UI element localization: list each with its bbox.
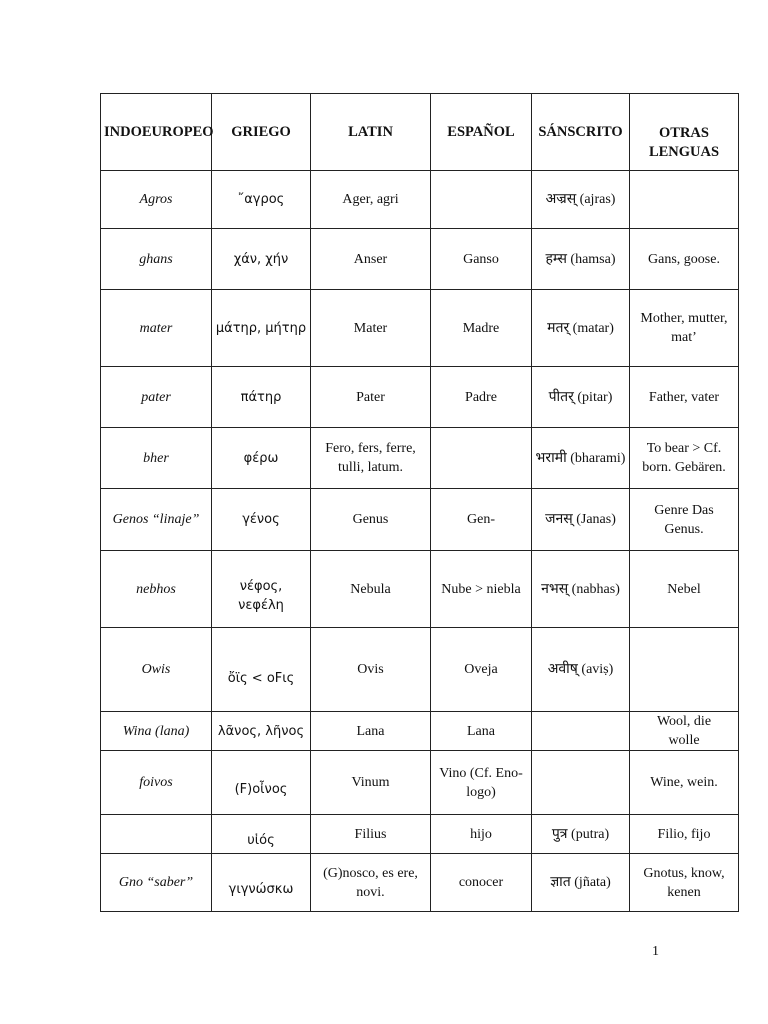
header-row — [101, 94, 739, 171]
cell-espanol: Ganso — [431, 229, 532, 290]
cell-espanol: Madre — [431, 290, 532, 367]
cell-otras: Nebel — [630, 551, 739, 628]
cell-griego: χάν, χήν — [212, 229, 311, 290]
cell-espanol: Gen- — [431, 489, 532, 551]
cell-espanol: hijo — [431, 815, 532, 854]
table-row — [101, 489, 739, 551]
cell-sanscrito: जनस् (Janas) — [532, 489, 630, 551]
cell-espanol: conocer — [431, 854, 532, 912]
cell-otras: To bear > Cf. born. Gebären. — [630, 428, 739, 489]
cell-otras: Wool, die wolle — [630, 712, 739, 751]
cell-indoeuropeo: ghans — [101, 229, 212, 290]
table-row — [101, 815, 739, 854]
cell-sanscrito: हम्स (hamsa) — [532, 229, 630, 290]
cell-griego: ὄϊς < oFις — [212, 628, 311, 712]
table-row — [101, 551, 739, 628]
cell-griego: μάτηρ, μήτηρ — [212, 290, 311, 367]
cell-sanscrito: अज्रस् (ajras) — [532, 171, 630, 229]
cell-indoeuropeo: Genos “linaje” — [101, 489, 212, 551]
cell-espanol: Lana — [431, 712, 532, 751]
cell-latin: Mater — [311, 290, 431, 367]
table-row — [101, 628, 739, 712]
cell-sanscrito — [532, 712, 630, 751]
cell-espanol: Padre — [431, 367, 532, 428]
cell-latin: Ovis — [311, 628, 431, 712]
cell-indoeuropeo: Owis — [101, 628, 212, 712]
etymology-table — [100, 93, 739, 912]
cell-indoeuropeo: foivos — [101, 751, 212, 815]
cell-espanol: Vino (Cf. Eno-logo) — [431, 751, 532, 815]
cell-otras: Filio, fijo — [630, 815, 739, 854]
cell-espanol: Nube > niebla — [431, 551, 532, 628]
cell-latin: Lana — [311, 712, 431, 751]
table-row — [101, 171, 739, 229]
header-espanol: ESPAÑOL — [431, 94, 532, 171]
cell-espanol: Oveja — [431, 628, 532, 712]
cell-griego: υἱός — [212, 815, 311, 854]
cell-sanscrito: मतर् (matar) — [532, 290, 630, 367]
cell-sanscrito: पुत्र (putra) — [532, 815, 630, 854]
cell-latin: (G)nosco, es ere, novi. — [311, 854, 431, 912]
cell-sanscrito: पीतर् (pitar) — [532, 367, 630, 428]
cell-sanscrito: ज्ञात (jñata) — [532, 854, 630, 912]
cell-otras: Genre Das Genus. — [630, 489, 739, 551]
cell-indoeuropeo: mater — [101, 290, 212, 367]
page-number: 1 — [652, 944, 659, 959]
cell-otras — [630, 628, 739, 712]
cell-sanscrito: अवीष् (aviṣ) — [532, 628, 630, 712]
cell-griego: (F)οἶνος — [212, 751, 311, 815]
header-indoeuropeo: INDOEUROPEO — [101, 94, 212, 171]
cell-latin: Genus — [311, 489, 431, 551]
cell-latin: Pater — [311, 367, 431, 428]
cell-espanol — [431, 171, 532, 229]
cell-otras — [630, 171, 739, 229]
cell-otras: Wine, wein. — [630, 751, 739, 815]
cell-latin: Anser — [311, 229, 431, 290]
cell-latin: Filius — [311, 815, 431, 854]
table-row — [101, 367, 739, 428]
cell-latin: Ager, agri — [311, 171, 431, 229]
cell-griego: γένος — [212, 489, 311, 551]
cell-otras: Gans, goose. — [630, 229, 739, 290]
header-otras: OTRAS LENGUAS — [630, 94, 739, 171]
cell-otras: Gnotus, know, kenen — [630, 854, 739, 912]
cell-latin: Fero, fers, ferre, tulli, latum. — [311, 428, 431, 489]
cell-griego: ῎αγρος — [212, 171, 311, 229]
table-row — [101, 290, 739, 367]
cell-sanscrito — [532, 751, 630, 815]
cell-indoeuropeo: nebhos — [101, 551, 212, 628]
table-row — [101, 751, 739, 815]
cell-indoeuropeo: bher — [101, 428, 212, 489]
cell-griego: φέρω — [212, 428, 311, 489]
cell-griego: νέφος, νεφέλη — [212, 551, 311, 628]
cell-otras: Mother, mutter, mat’ — [630, 290, 739, 367]
header-latin: LATIN — [311, 94, 431, 171]
cell-indoeuropeo: Gno “saber” — [101, 854, 212, 912]
cell-sanscrito: भरामी (bharami) — [532, 428, 630, 489]
cell-indoeuropeo: Agros — [101, 171, 212, 229]
table-row — [101, 712, 739, 751]
cell-latin: Vinum — [311, 751, 431, 815]
cell-indoeuropeo: Wina (lana) — [101, 712, 212, 751]
table-row — [101, 229, 739, 290]
header-sanscrito: SÁNSCRITO — [532, 94, 630, 171]
cell-griego: πάτηρ — [212, 367, 311, 428]
cell-griego: λᾶνος, λῆνος — [212, 712, 311, 751]
table-row — [101, 428, 739, 489]
header-griego: GRIEGO — [212, 94, 311, 171]
cell-sanscrito: नभस् (nabhas) — [532, 551, 630, 628]
cell-indoeuropeo: pater — [101, 367, 212, 428]
cell-indoeuropeo — [101, 815, 212, 854]
cell-otras: Father, vater — [630, 367, 739, 428]
table-row — [101, 854, 739, 912]
cell-latin: Nebula — [311, 551, 431, 628]
cell-griego: γιγνώσκω — [212, 854, 311, 912]
cell-espanol — [431, 428, 532, 489]
